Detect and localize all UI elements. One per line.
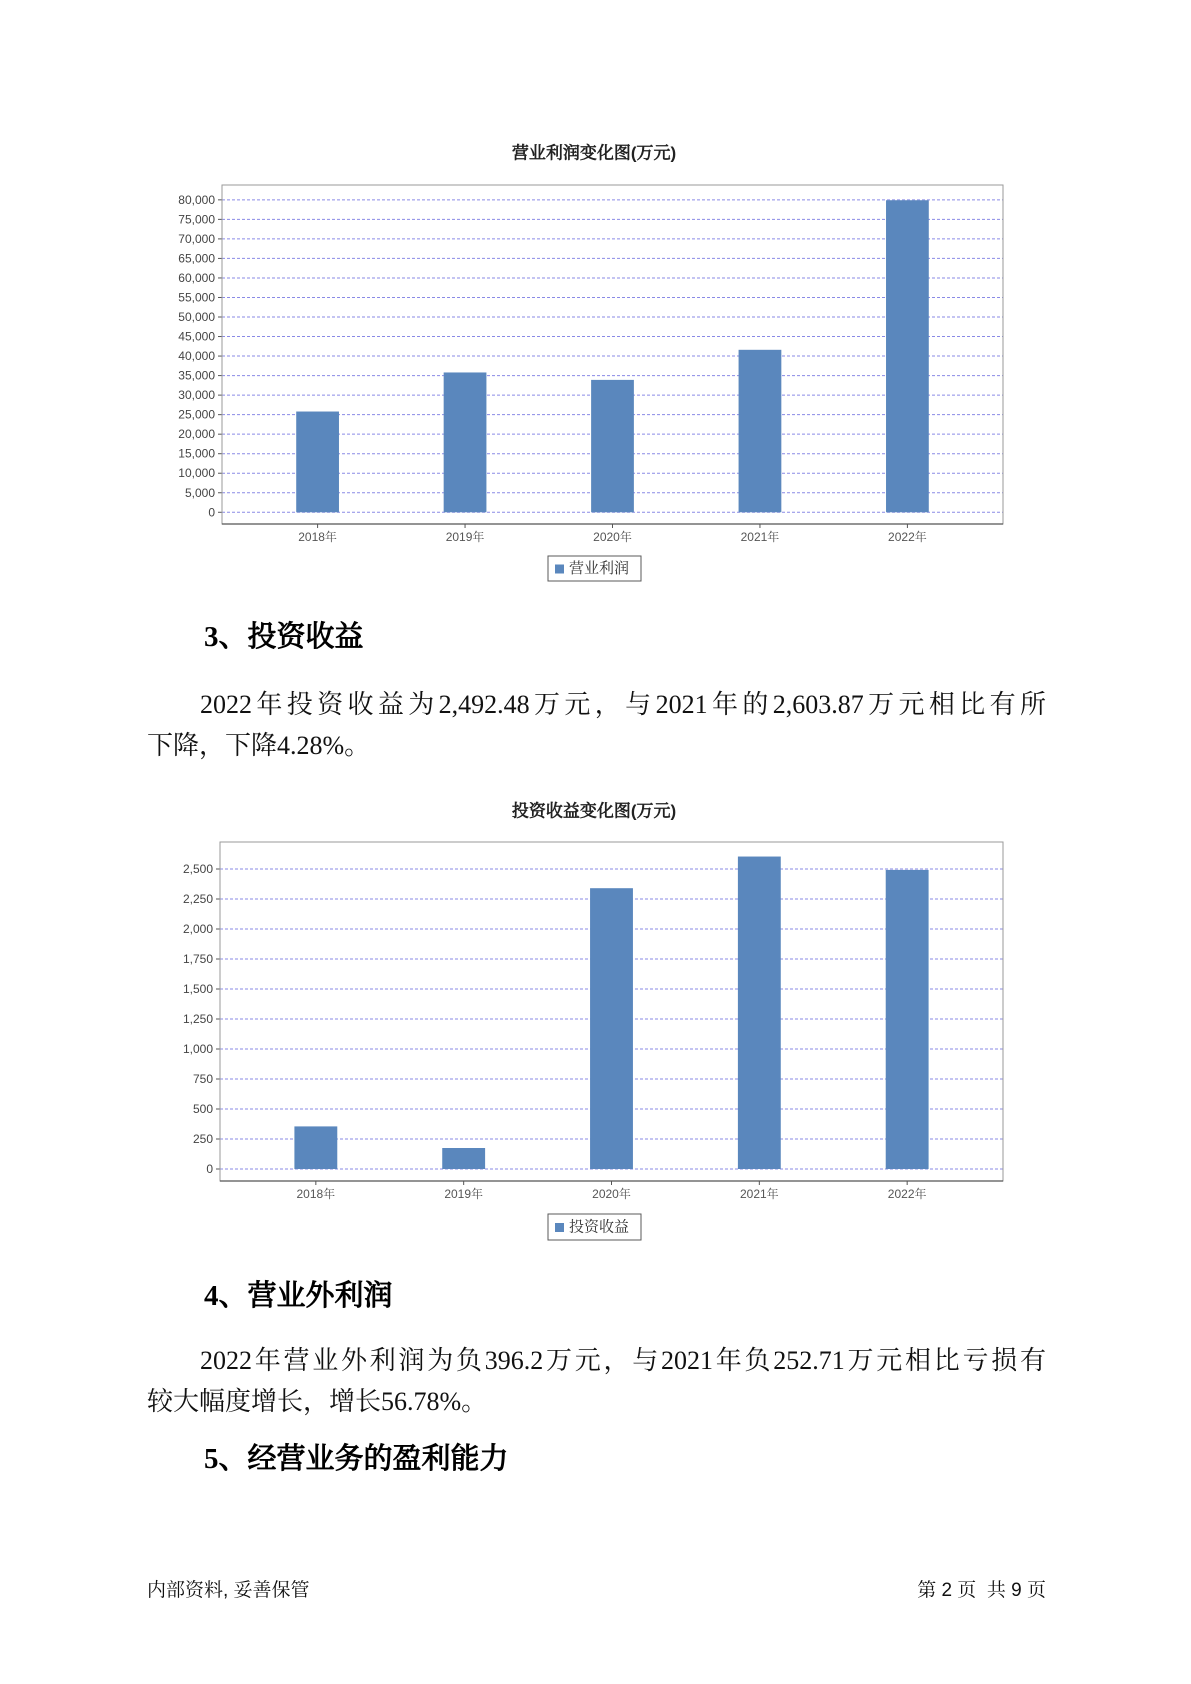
footer-page-number: 第 2 页 共 9 页 (917, 1580, 1046, 1601)
y-tick-label: 75,000 (178, 212, 215, 227)
y-tick-label: 750 (192, 1072, 213, 1086)
chart-title: 投资收益变化图(万元) (511, 801, 677, 821)
x-tick-label: 2021年 (739, 1187, 779, 1201)
section-3-paragraph (147, 684, 1046, 766)
y-tick-label: 15,000 (178, 446, 215, 461)
bar-2020 (590, 888, 633, 1169)
bar-2020 (591, 380, 634, 512)
x-tick-label: 2022年 (888, 530, 927, 544)
y-tick-label: 2,500 (182, 862, 213, 876)
y-tick-label: 10,000 (178, 466, 215, 481)
bar-2021 (739, 350, 782, 512)
y-tick-label: 55,000 (178, 290, 215, 305)
footer-confidential-note: 内部资料, 妥善保管 (147, 1580, 310, 1601)
bar-2019 (442, 1148, 485, 1169)
legend-swatch (555, 1223, 564, 1232)
y-tick-label: 1,500 (182, 982, 213, 996)
y-tick-label: 0 (206, 1162, 213, 1176)
y-tick-label: 45,000 (178, 329, 215, 344)
x-tick-label: 2021年 (740, 530, 780, 544)
section-3-heading: 3、投资收益 (204, 621, 364, 653)
paragraph-line: 2022年营业外利润为负396.2万元，与2021年负252.71万元相比亏损有 (200, 1346, 1046, 1375)
x-tick-label: 2022年 (887, 1187, 927, 1201)
y-tick-label: 20,000 (178, 427, 215, 442)
bar-2018 (294, 1126, 337, 1169)
bar-2022 (886, 870, 929, 1169)
paragraph-line: 下降，下降4.28%。 (147, 731, 371, 760)
y-tick-label: 70,000 (178, 231, 215, 246)
y-tick-label: 40,000 (178, 349, 215, 364)
bar-2019 (444, 372, 487, 512)
x-tick-label: 2019年 (444, 1187, 484, 1201)
y-tick-label: 0 (208, 505, 215, 520)
bar-2021 (738, 857, 781, 1169)
paragraph-line: 2022年投资收益为2,492.48万元，与2021年的2,603.87万元相比有所 (200, 690, 1046, 719)
y-tick-label: 30,000 (178, 388, 215, 403)
section-4-heading: 4、营业外利润 (204, 1280, 393, 1312)
operating-profit-chart (0, 120, 1191, 595)
investment-income-chart (0, 780, 1191, 1255)
y-tick-label: 60,000 (178, 270, 215, 285)
y-tick-label: 50,000 (178, 310, 215, 325)
y-tick-label: 5,000 (184, 485, 215, 500)
y-tick-label: 1,250 (182, 1012, 213, 1026)
x-tick-label: 2018年 (298, 530, 337, 544)
y-tick-label: 500 (192, 1102, 213, 1116)
y-tick-label: 2,250 (182, 892, 213, 906)
x-tick-label: 2020年 (592, 1187, 631, 1201)
y-tick-label: 2,000 (182, 922, 213, 936)
legend-label: 营业利润 (569, 560, 630, 577)
y-tick-label: 250 (192, 1132, 213, 1146)
legend-label: 投资收益 (569, 1218, 630, 1236)
section-4-paragraph (147, 1340, 1046, 1422)
x-tick-label: 2020年 (593, 530, 632, 544)
section-5-heading: 5、经营业务的盈利能力 (204, 1443, 509, 1475)
y-tick-label: 25,000 (178, 407, 215, 422)
chart-title: 营业利润变化图(万元) (511, 143, 677, 163)
bar-2018 (296, 412, 339, 513)
legend-swatch (555, 565, 564, 574)
bar-2022 (886, 200, 929, 512)
x-tick-label: 2018年 (296, 1187, 336, 1201)
paragraph-line: 较大幅度增长，增长56.78%。 (147, 1387, 488, 1416)
y-tick-label: 1,000 (182, 1042, 213, 1056)
y-tick-label: 1,750 (182, 952, 213, 966)
y-tick-label: 65,000 (178, 251, 215, 266)
y-tick-label: 35,000 (178, 368, 215, 383)
x-tick-label: 2019年 (445, 530, 485, 544)
y-tick-label: 80,000 (178, 192, 215, 207)
